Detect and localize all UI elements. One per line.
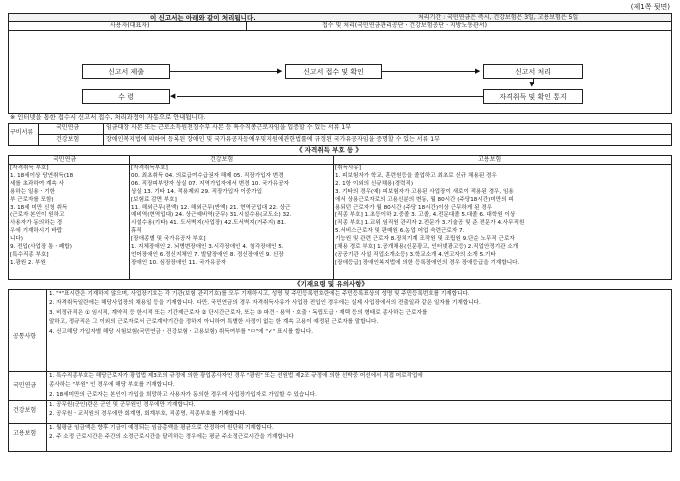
health-code-line: 상실 13. 기타 14. 적용제외 29. 직장가입자 이중가입	[131, 188, 262, 195]
health-codes-cell	[131, 165, 332, 278]
employment-code-line: 3. 기타의 경우(예) 피보험자가 고용된 사업장이 새로이 적용된 경우, 임용	[335, 188, 514, 195]
codes-col-employment: 고용보험	[478, 156, 502, 163]
flow-receive-label: 신고서 접수 및 확인	[303, 67, 364, 76]
pension-code-line: 1.광원 2. 부원	[10, 259, 46, 266]
pension-code-line: 1. 18세이상 당연취득(18	[10, 172, 74, 179]
process-title: 이 신고서는 아래와 같이 처리됩니다.	[150, 13, 256, 22]
employment-code-line: 2. 1항 이외의 신규채용(경력직)	[335, 180, 414, 187]
employment-code-line: [채용 경로 부호] 1.공개채용(신문광고, 인터넷광고등) 2.직업안정기관 소개	[335, 244, 519, 251]
health-code-line: 11. 해외근무(전액) 12. 해외근무(반액) 21. 현역군입대 22. 상근	[131, 204, 291, 211]
col-agency-header: 접수 및 처리(국민연금관리공단ㆍ건강보험공단ㆍ지방노동관서)	[322, 21, 487, 29]
note-common-line: 4. 신고해당 가입자별 해당 시험보험(국민연금ㆍ건강보험ㆍ고용보험) 취득여부를 "ㅁ"에 "✓" 표시를 합니다.	[49, 328, 314, 335]
health-code-line: [자격취득부호]	[131, 165, 168, 171]
notes-common-cell	[49, 290, 669, 370]
flow-notice-box	[483, 89, 583, 104]
docs-label: 구비서류	[10, 129, 34, 136]
process-period: 처리기간 : 국민연금은 즉시, 건강보험은 3일, 고용보험은 5일	[418, 13, 579, 21]
pension-code-line: 9. 전입(사업장 통ㆍ폐합)	[10, 244, 72, 251]
internet-note: ※ 인터넷을 통한 접수시 신고서 접수, 처리과정이 자동으로 안내됩니다.	[10, 114, 206, 121]
pension-codes-cell	[10, 165, 128, 278]
page-label: (제1쪽 뒷면)	[630, 3, 670, 11]
flow-receipt-box	[82, 89, 170, 104]
health-code-line: [장애종별 및 국가유공자 부호]	[131, 236, 206, 243]
health-code-line: [보험료 감면 부호]	[131, 196, 177, 203]
note-common-line: 2. 자격취득일란에는 해당사업장의 채용일 등을 기재합니다. 다만, 국민연금의 경우 자격취득사유가 사업장 전입인 경우에는 실제 사업장에서의 전출일과 같은 일자를 기재합니다.	[49, 300, 481, 307]
notes-employment-cell	[49, 424, 669, 451]
employment-code-line: 1. 피보험자가 학교, 훈련원등을 졸업하고 최초로 신규 채용된 경우	[335, 172, 497, 179]
flow-submit-box	[82, 64, 170, 79]
employment-code-line: [취득사유]	[335, 165, 361, 171]
notes-common-label: 공통사항	[13, 333, 37, 340]
flow-process-box	[483, 64, 583, 79]
notes-pension-cell	[49, 372, 669, 400]
health-code-line: 언어장애인 6.정신지체인 7. 발달장애인 8. 정신장애인 9. 신장	[131, 251, 284, 258]
health-code-line: 장애인 10. 심장장애인 11. 국가유공자	[131, 259, 227, 266]
employment-code-line: 에서 상용근로자로의 고용신분의 변동, 월 80시간 (주당18시간)미만의 피	[335, 196, 514, 203]
health-code-line: 06. 직장피부양자 상실 07. 지역가입자에서 변경 10. 국가유공자	[131, 180, 290, 187]
arrow-right-icon: ▶	[277, 66, 283, 75]
docs-pension-name: 국민연금	[56, 124, 80, 131]
health-code-line: 휴직	[131, 228, 142, 235]
codes-header: 《 자격취득 부호 등 》	[296, 145, 363, 154]
notes-pension-label: 국민연금	[13, 382, 37, 389]
pension-code-line: 3. 18세 미만 신청 취득	[10, 204, 68, 211]
arrow-right-icon: ▶	[475, 66, 481, 75]
note-employment-line: 2. 주 소정 근로시간은 주간의 소정근로시간을 달리하는 경우에는 평균 주소정근로시간을 기재합니다	[49, 434, 294, 441]
note-health-line: 1. 공무원(군인)란은 군인 및 군무원인 경우에만 기재합니다.	[49, 402, 196, 408]
employment-codes-cell	[335, 165, 670, 278]
pension-code-line: 세를 초과하여 계속 사	[10, 180, 64, 187]
notes-health-label: 건강보험	[13, 407, 37, 414]
docs-health-name: 건강보험	[56, 136, 80, 143]
codes-col-health: 건강보험	[210, 156, 234, 163]
docs-health-text: 장애인복지법에 의하여 등록된 장애인 및 국가유공자등예우및지원에관한법률에 규정된 국가유공자임을 증명할 수 있는 서류 1부	[106, 136, 440, 143]
arrow-left-icon: ◀	[170, 91, 176, 100]
notes-employment-label: 고용보험	[13, 430, 37, 437]
codes-col-pension: 국민연금	[53, 156, 77, 163]
flow-receive-box	[285, 64, 382, 79]
note-common-line: 3. 비정규직은 ① 임시직, 계약직 등 한시적 또는 기간제근로자 ② 단시간근로자, 또는 ③ 파견ㆍ용역ㆍ호출ㆍ독립도급ㆍ재택 등의 형태로 종사하는 근로자를	[49, 309, 428, 316]
pension-code-line: (근로자 본인이 원하고	[10, 212, 65, 219]
flow-submit-label: 신고서 제출	[107, 67, 145, 76]
employment-code-line: 기능원 및 관련 근로자 8.장치기계 조작원 및 조립원 9.단순 노무직 근로자	[335, 236, 515, 243]
docs-pension-text: 임금대장 사본 또는 근로소득원천징수부 사본 등 특수직종근로자임을 입증할 수 있는 서류 1부	[106, 124, 352, 131]
employment-code-line: 용되던 근로자가 월 80시간 (주당 18시간)이상 근무하게 된 경우	[335, 204, 493, 211]
employment-code-line: [장애등급] 장애인복지법에 의한 등록장애인의 경우 장애등급을 기재합니다.	[335, 259, 520, 266]
health-code-line: 1. 지체장애인 2. 뇌병변장애인 3.시각장애인 4. 청각장애인 5.	[131, 244, 284, 251]
flow-receipt-label: 수 령	[118, 92, 134, 101]
employment-code-line: 5.서비스근로자 및 판매원 6.농업 어업 숙련근로자 7.	[335, 228, 465, 235]
pension-code-line: [특수직종 부호]	[10, 251, 49, 258]
employment-code-line: [직종 부호] 1.교위 임직원 관리자 2.전문가 3.기술공 및 준 전문가 4.사무직원	[335, 220, 525, 227]
note-common-line: 말하고, 정규직은 그 이외의 근로자로서 근로계약기간을 정하지 아니하여 특별한 사정이 없는 한 계속 고용이 예정된 근로자를 말합니다.	[49, 319, 379, 326]
pension-code-line: [자격취득 부호]	[10, 165, 49, 171]
pension-code-line: 부 근로자를 포함)	[10, 196, 54, 203]
flow-notice-label: 자격취득 및 확인 통지	[499, 92, 567, 101]
pension-code-line: 니다)	[10, 236, 23, 243]
pension-code-line: 사용자가 동의하는 경	[10, 220, 63, 227]
flow-process-label: 신고서 처리	[514, 67, 552, 76]
employment-code-line: [직종 부호] 1.초등이하 2.중졸 3. 고졸, 4.전문대졸 5.대졸 6. 대학원 이상	[335, 212, 516, 219]
health-code-line: 시설수용(기타) 41. 도서벽지(사업장) 42.도서벽지(거주지) 81.	[131, 220, 286, 227]
notes-health-cell	[49, 401, 669, 423]
note-pension-line: 종사하는 "부원" 인 경우에 해당 부호를 기재합니다.	[49, 382, 175, 389]
note-employment-line: 1. 월평균 임금액은 향후 기금이 예정되는 임금총액을 평균으로 산정하여 원단위 기재합니다.	[49, 425, 274, 431]
note-health-line: 2. 공무원ㆍ교직원의 경우에만 회계명, 회계부호, 직종명, 직종부호를 기재합니다.	[49, 411, 247, 418]
health-code-line: 예비역(현역입대) 24. 상근예비역(군무) 31.시설수용(교도소) 32.	[131, 212, 292, 219]
pension-code-line: 우에 기재하시기 바랍	[10, 228, 63, 235]
health-code-line: 00. 최초취득 04. 의료급여수급권자 해제 05. 직장가입자 변경	[131, 172, 284, 179]
arrow-down-icon: ▼	[529, 81, 535, 88]
note-pension-line: 2. 18세미만의 근로자는 본인이 가입을 희망하고 사용자가 동의한 경우에 사업장가입자로 가입할 수 있습니다.	[49, 391, 317, 398]
notes-header: 《기재요령 및 유의사항》	[294, 279, 369, 288]
col-applicant-header: 사용자(대표자)	[110, 21, 150, 29]
note-pension-line: 1. 특수직종부호는 해당근로자가 광업법 제3조의 규정에 의한 광업종사자인 경우 "광원" 또는 선원법 제2조 규정에 의한 선박중 어선에서 직접 어로작업에	[49, 373, 423, 379]
note-common-line: 1. "*"표시란은 기재하지 않으며, 사업장기호는 각 기관(보험 관리기호)를 모두 기재하시고, 성명 및 주민등록번호란에는 주민등록표상의 성명 및 주민등록번호를 기재합니다.	[49, 291, 470, 297]
employment-code-line: (공공기관 사설 직업소개소등) 3.학교소개 4.연고자의 소개 5.기타	[335, 251, 496, 258]
pension-code-line: 용하는 일용ㆍ기한	[10, 188, 56, 195]
